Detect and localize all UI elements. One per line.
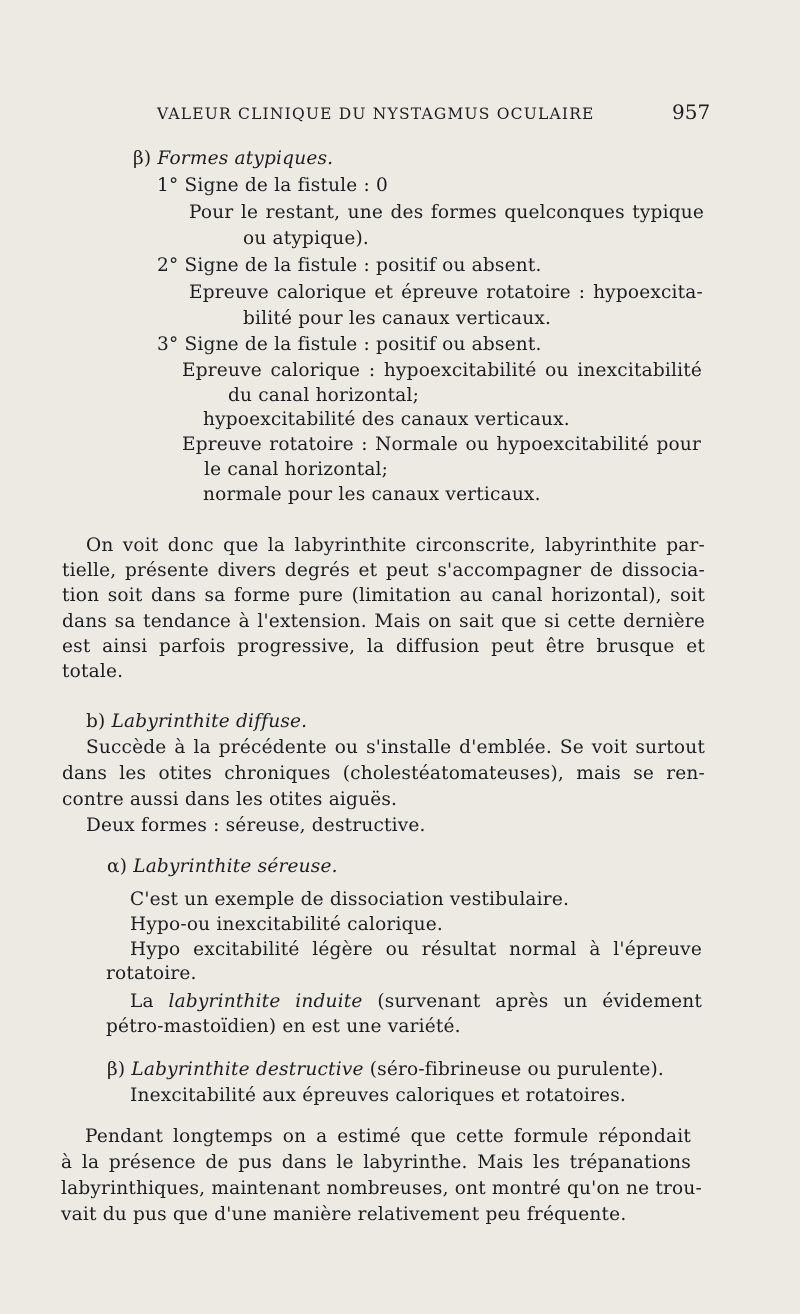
text-line: Succède à la précédente ou s'installe d'emblée. Se voit surtout: [86, 737, 705, 758]
text-line: ou atypique).: [243, 228, 370, 249]
section-marker: α): [107, 856, 128, 877]
section-title-suffix: (séro-fibrineuse ou purulente).: [369, 1059, 664, 1080]
text-line: Epreuve rotatoire : Normale ou hypoexcitabilité pour: [182, 434, 701, 455]
text-line: 2° Signe de la fistule : positif ou absent.: [157, 255, 542, 276]
text-line: Epreuve calorique et épreuve rotatoire : hypoexcita-: [189, 282, 703, 303]
section-marker: β): [133, 148, 152, 169]
text-line: C'est un exemple de dissociation vestibulaire.: [130, 889, 570, 910]
text-line: rotatoire.: [106, 963, 197, 984]
text-line: 3° Signe de la fistule : positif ou absent.: [157, 334, 542, 355]
text-line: le canal horizontal;: [204, 459, 389, 480]
text-line: Pour le restant, une des formes quelconques typique: [189, 202, 704, 223]
section-heading-labyrinthite-destructive: [107, 1058, 664, 1082]
section-title: Labyrinthite séreuse.: [133, 856, 338, 877]
section-marker: b): [86, 711, 106, 732]
text-line: 1° Signe de la fistule : 0: [157, 175, 389, 196]
paragraph-line: totale.: [62, 661, 124, 682]
text-line: du canal horizontal;: [228, 385, 419, 406]
paragraph-line: est ainsi parfois progressive, la diffusion peut être brusque et: [62, 636, 705, 657]
paragraph-line: dans sa tendance à l'extension. Mais on sait que si cette dernière: [62, 611, 705, 632]
section-marker: β): [107, 1059, 126, 1080]
paragraph-line: vait du pus que d'une manière relativement peu fréquente.: [61, 1204, 627, 1225]
section-title: Formes atypiques.: [157, 148, 334, 169]
text-fragment: La: [130, 991, 154, 1012]
section-title: Labyrinthite diffuse.: [111, 711, 308, 732]
text-line: Hypo-ou inexcitabilité calorique.: [130, 914, 443, 935]
text-line: dans les otites chroniques (cholestéatomateuses), mais se ren-: [62, 763, 705, 784]
paragraph-line: à la présence de pus dans le labyrinthe. Mais les trépanations: [61, 1152, 691, 1173]
italic-term: labyrinthite induite: [168, 991, 363, 1012]
section-heading-labyrinthite-sereuse: [107, 855, 338, 879]
section-heading-labyrinthite-diffuse: [86, 710, 307, 734]
section-title: Labyrinthite destructive: [131, 1059, 364, 1080]
text-line: contre aussi dans les otites aiguës.: [62, 789, 398, 810]
text-line: normale pour les canaux verticaux.: [203, 484, 541, 505]
paragraph-line: tielle, présente divers degrés et peut s'accompagner de dissocia-: [62, 560, 705, 581]
paragraph-line: tion soit dans sa forme pure (limitation au canal horizontal), soit: [62, 585, 705, 606]
text-line: hypoexcitabilité des canaux verticaux.: [203, 409, 570, 430]
text-line: Inexcitabilité aux épreuves caloriques et rotatoires.: [130, 1085, 626, 1106]
text-line: Hypo excitabilité légère ou résultat normal à l'épreuve: [130, 939, 702, 960]
text-line: pétro-mastoïdien) en est une variété.: [106, 1016, 461, 1037]
running-title: VALEUR CLINIQUE DU NYSTAGMUS OCULAIRE: [157, 105, 595, 123]
page-number: 957: [672, 100, 711, 124]
text-line: bilité pour les canaux verticaux.: [243, 308, 552, 329]
section-heading-formes-atypiques: [133, 147, 333, 171]
paragraph-line: labyrinthiques, maintenant nombreuses, ont montré qu'on ne trou-: [61, 1178, 702, 1199]
text-line: Deux formes : séreuse, destructive.: [86, 815, 426, 836]
text-fragment: (survenant après un évidement: [377, 991, 702, 1012]
text-line: Epreuve calorique : hypoexcitabilité ou inexcitabilité: [182, 360, 702, 381]
text-line: [130, 990, 702, 1014]
paragraph-line: Pendant longtemps on a estimé que cette formule répondait: [85, 1126, 691, 1147]
paragraph-line: On voit donc que la labyrinthite circonscrite, labyrinthite par-: [86, 535, 705, 556]
